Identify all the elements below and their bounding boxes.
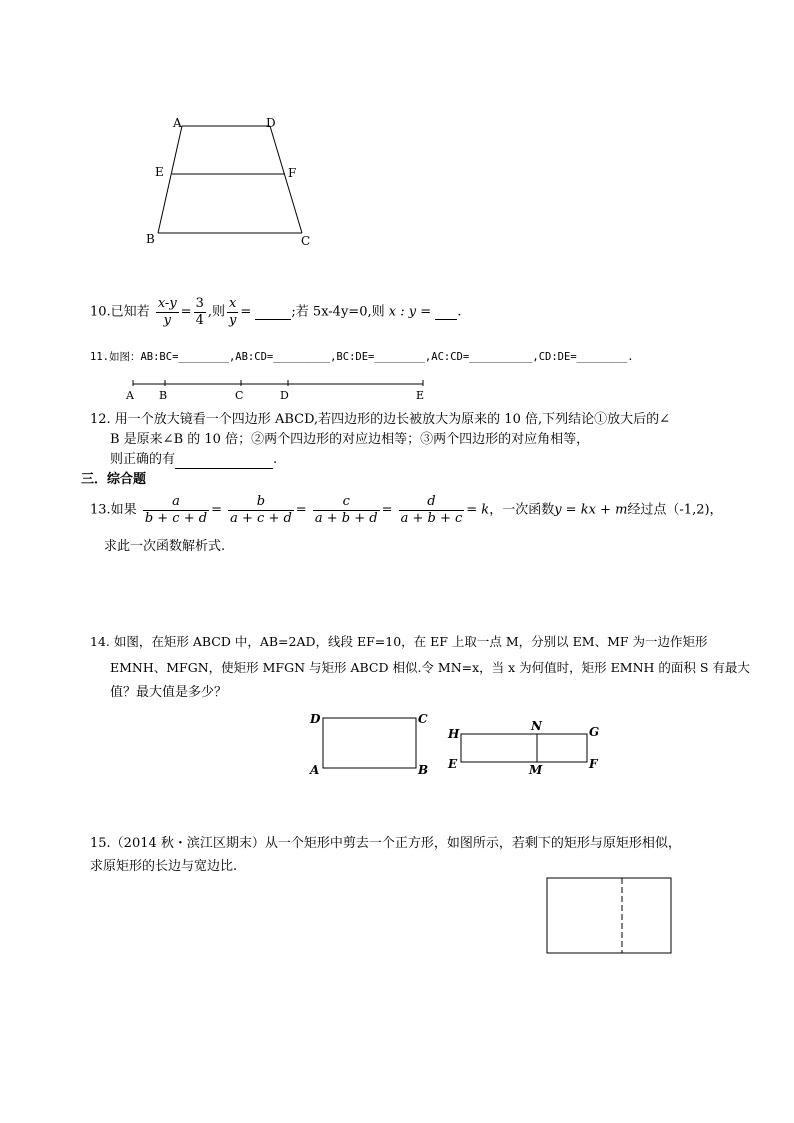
q10-f3-den: y	[229, 313, 237, 328]
q13-line-2: 求此一次函数解析式.	[104, 539, 226, 554]
q10-mid: ,则	[207, 304, 225, 320]
q10-fraction-3	[227, 296, 238, 329]
q10-f2-num: 3	[195, 296, 204, 311]
q10-f2-den: 4	[195, 313, 204, 328]
q13-fraction-2	[228, 494, 294, 527]
label-b: B	[146, 232, 155, 246]
q10-eq2: =	[240, 304, 252, 320]
rectangles-emnh-mfgn-figure	[444, 716, 604, 780]
question-13	[90, 494, 723, 527]
rect2-label-f: F	[589, 757, 598, 771]
edge-ab	[158, 126, 182, 233]
q10-answer-blank-1[interactable]	[255, 305, 291, 320]
nl-label-c: C	[235, 389, 244, 402]
q10-fraction-1	[156, 296, 179, 329]
q13-fraction-4	[399, 494, 465, 527]
rect2-label-n: N	[531, 719, 542, 733]
q10-ratio: x : y =	[388, 304, 432, 320]
q10-f1-den: y	[163, 313, 171, 328]
q10-end: .	[457, 304, 462, 320]
question-10	[90, 296, 461, 329]
q13-fraction-3	[313, 494, 380, 527]
edge-dc	[270, 126, 302, 233]
q13-f1-num: a	[143, 494, 209, 511]
nl-label-a: A	[126, 389, 134, 402]
nl-label-b: B	[159, 389, 168, 402]
q13-f1-den: b + c + d	[144, 511, 208, 526]
rect1-label-b: B	[418, 763, 429, 777]
rectangle-abcd-figure	[306, 708, 436, 778]
q13-func: y = kx + m	[554, 502, 628, 518]
q13-f3-den: a + b + d	[314, 511, 378, 526]
q13-eq-1: =	[211, 502, 222, 518]
nl-label-d: D	[280, 389, 289, 402]
rect-abcd	[323, 718, 416, 768]
q13-eq-3: =	[381, 502, 393, 518]
rect2-label-e: E	[448, 757, 458, 771]
q14-line-3: 值？最大值是多少？	[110, 685, 228, 700]
q10-f3-num: x	[227, 296, 238, 313]
label-c: C	[301, 234, 311, 248]
q13-fraction-1	[143, 494, 209, 527]
q15-line-2: 求原矩形的长边与宽边比.	[90, 859, 238, 874]
q12-line-3-end: .	[273, 452, 278, 467]
q12-answer-blank[interactable]	[175, 454, 273, 469]
nl-label-e: E	[416, 389, 425, 402]
rect2-label-h: H	[448, 727, 460, 741]
label-f: F	[288, 166, 297, 180]
q14-line-2: EMNH、MFGN，使矩形 MFGN 与矩形 ABCD 相似.令 MN=x，当 x 为何值时，矩形 EMNH 的面积 S 有最大	[110, 660, 750, 675]
question-11: 11.如图：AB:BC=________,AB:CD=_________,BC:DE=________,AC:CD=__________,CD:DE=________.	[90, 351, 634, 363]
rect2-label-m: M	[529, 763, 543, 777]
q14-line-1: 14. 如图，在矩形 ABCD 中，AB=2AD，线段 EF=10，在 EF 上取一点 M，分别以 EM、MF 为一边作矩形	[90, 634, 708, 649]
number-line-figure	[120, 374, 440, 404]
rect1-label-c: C	[418, 712, 428, 726]
original-rectangle	[547, 878, 671, 953]
q13-f3-num: c	[313, 494, 380, 511]
q13-eq-2: =	[295, 502, 307, 518]
label-a: A	[173, 116, 182, 130]
q10-eq1: =	[180, 304, 192, 320]
q10-tail: ;若 5x-4y=0,则	[291, 304, 385, 320]
q10-answer-blank-2[interactable]	[435, 305, 457, 320]
q13-f4-num: d	[399, 494, 465, 511]
q10-prefix: 10.已知若	[90, 304, 150, 320]
q13-f4-den: a + b + c	[400, 511, 463, 526]
q13-tail: 经过点（-1,2)，	[627, 502, 723, 518]
q10-f1-num: x-y	[157, 296, 177, 311]
q13-mid: ，一次函数	[489, 502, 555, 518]
q13-f2-num: b	[228, 494, 294, 511]
q13-prefix: 13.如果	[90, 502, 137, 518]
trapezoid-figure	[140, 110, 320, 250]
rect1-label-a: A	[310, 763, 320, 777]
q10-fraction-2	[194, 296, 206, 329]
label-e: E	[155, 165, 164, 179]
q12-line-2: B 是原来∠B 的 10 倍；②两个四边形的对应边相等；③两个四边形的对应角相等，	[110, 432, 590, 447]
section-3-title: 三．综合题	[81, 472, 147, 487]
q12-line-3	[110, 451, 277, 469]
q15-line-1: 15.（2014 秋・滨江区期末）从一个矩形中剪去一个正方形，如图所示，若剩下的矩形与原矩形相似，	[90, 836, 681, 851]
q13-f2-den: a + c + d	[230, 511, 292, 526]
q13-k: = k	[466, 502, 490, 518]
cut-rectangle-figure	[545, 876, 675, 956]
q12-line-1: 12. 用一个放大镜看一个四边形 ABCD,若四边形的边长被放大为原来的 10 倍,下列结论①放大后的∠	[90, 412, 670, 427]
q12-line-3-prefix: 则正确的有	[110, 452, 176, 467]
label-d: D	[266, 116, 276, 130]
rect-efgh	[461, 734, 587, 762]
rect1-label-d: D	[310, 712, 321, 726]
rect2-label-g: G	[589, 725, 600, 739]
